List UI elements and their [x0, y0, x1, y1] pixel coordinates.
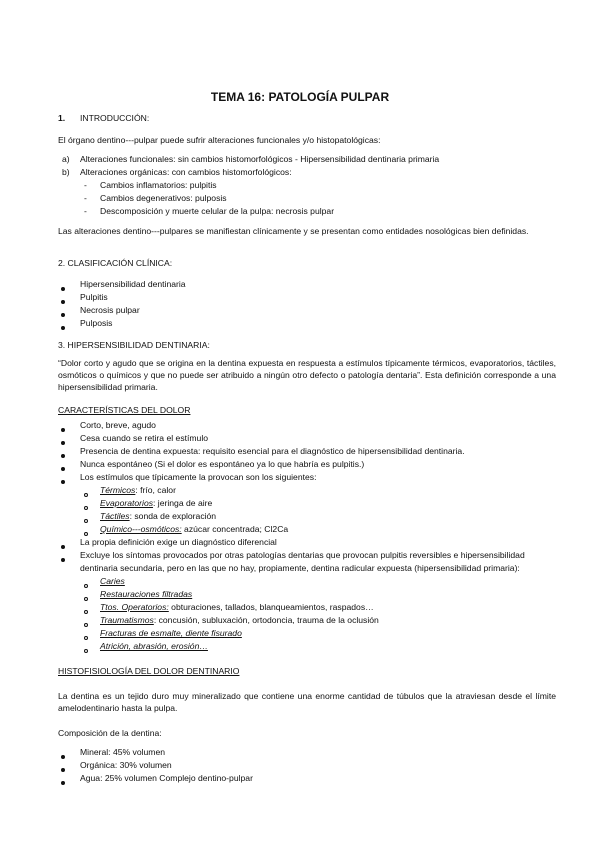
composition-heading: Composición de la dentina: [58, 728, 162, 738]
circle-bullet-icon [84, 631, 88, 643]
list-item: Alteraciones orgánicas: con cambios histomorfológicos: [80, 167, 292, 177]
list-item: Cambios inflamatorios: pulpitis [100, 180, 217, 190]
exclusion-label: Atrición, abrasión, erosión… [100, 641, 208, 651]
section-1-number: 1. [58, 113, 66, 123]
circle-bullet-icon [84, 514, 88, 526]
bullet-icon [61, 295, 65, 307]
list-item: Descomposición y muerte celular de la pulpa: necrosis pulpar [100, 206, 335, 216]
exclusion-label: Caries [100, 576, 125, 586]
list-item: Los estímulos que típicamente la provocan son los siguientes: [80, 472, 317, 482]
list-item [100, 627, 242, 639]
section-1-heading: INTRODUCCIÓN: [80, 113, 150, 123]
list-item-continuation: dentinaria secundaria, pero en las que no hay, propiamente, dentina radicular expuesta (hipersensibilidad primaria): [80, 563, 520, 573]
list-item: La propia definición exige un diagnóstico diferencial [80, 537, 277, 547]
list-item [100, 523, 288, 535]
circle-bullet-icon [84, 618, 88, 630]
list-item: Agua: 25% volumen Complejo dentino-pulpar [80, 773, 253, 783]
circle-bullet-icon [84, 579, 88, 591]
bullet-icon [61, 321, 65, 333]
bullet-icon [61, 750, 65, 762]
stimulus-detail: : jeringa de aire [153, 498, 213, 508]
list-item: Presencia de dentina expuesta: requisito esencial para el diagnóstico de hipersensibilidad dentinaria. [80, 446, 465, 456]
dash-bullet-icon: - [84, 206, 87, 216]
list-item [100, 497, 212, 509]
bullet-icon [61, 308, 65, 320]
list-item: Cesa cuando se retira el estímulo [80, 433, 209, 443]
circle-bullet-icon [84, 644, 88, 656]
list-item [100, 484, 176, 496]
stimulus-detail: azúcar concentrada; Cl2Ca [181, 524, 289, 534]
histophysiology-heading: HISTOFISIOLOGÍA DEL DOLOR DENTINARIO [58, 666, 240, 676]
exclusion-label: Ttos. Operatorios: [100, 602, 169, 612]
stimulus-label: Térmicos [100, 485, 136, 495]
paragraph: Las alteraciones dentino---pulpares se manifiestan clínicamente y se presentan como entidades nosológicas bien definidas. [58, 226, 529, 236]
stimulus-detail: : sonda de exploración [129, 511, 217, 521]
bullet-icon [61, 763, 65, 775]
section-3-heading: 3. HIPERSENSIBILIDAD DENTINARIA: [58, 340, 210, 350]
section-2-heading: 2. CLASIFICACIÓN CLÍNICA: [58, 258, 173, 268]
circle-bullet-icon [84, 501, 88, 513]
bullet-icon [61, 475, 65, 487]
list-item: Hipersensibilidad dentinaria [80, 279, 186, 289]
list-item: Nunca espontáneo (Si el dolor es espontáneo ya lo que habría es pulpitis.) [80, 459, 365, 469]
bullet-icon [61, 540, 65, 552]
exclusion-label: Fracturas de esmalte, diente fisurado [100, 628, 242, 638]
list-marker: a) [62, 154, 70, 164]
bullet-icon [61, 553, 65, 565]
list-item [100, 601, 374, 613]
list-item: Mineral: 45% volumen [80, 747, 166, 757]
section-1-intro: El órgano dentino---pulpar puede sufrir alteraciones funcionales y/o histopatológicas: [58, 135, 381, 145]
list-item [100, 575, 125, 587]
stimulus-label: Químico---osmóticos: [100, 524, 182, 534]
exclusion-detail: obturaciones, tallados, blanqueamientos, raspados… [168, 602, 374, 612]
circle-bullet-icon [84, 592, 88, 604]
list-item: Excluye los síntomas provocados por otras patologías dentarias que provocan pulpitis reversibles e hipersensibilidad [80, 550, 525, 560]
list-item [100, 510, 216, 522]
list-item: Pulpitis [80, 292, 108, 302]
bullet-icon [61, 776, 65, 788]
list-item: Necrosis pulpar [80, 305, 140, 315]
list-item: Orgánica: 30% volumen [80, 760, 172, 770]
stimulus-label: Táctiles [100, 511, 130, 521]
paragraph: La dentina es un tejido duro muy mineralizado que contiene una enorme cantidad de túbulos que la atraviesan desde el límite amelodentinario hasta la pulpa. [58, 691, 556, 713]
stimulus-detail: : frío, calor [135, 485, 176, 495]
definition-paragraph: “Dolor corto y agudo que se origina en la dentina expuesta en respuesta a estímulos típicamente térmicos, evaporatorios, táctiles, osmóticos o químicos y que no puede ser atribuido a ningún otro defecto o patología dentaria”. Esta definición corresponde a una hipersensibilidad primaria. [58, 358, 556, 392]
dash-bullet-icon: - [84, 193, 87, 203]
circle-bullet-icon [84, 488, 88, 500]
list-item: Alteraciones funcionales: sin cambios histomorfológicos - Hipersensibilidad dentinaria primaria [80, 154, 440, 164]
list-marker: b) [62, 167, 70, 177]
bullet-icon [61, 436, 65, 448]
list-item [100, 640, 208, 652]
list-item [100, 588, 192, 600]
exclusion-label: Restauraciones filtradas [100, 589, 193, 599]
dash-bullet-icon: - [84, 180, 87, 190]
bullet-icon [61, 449, 65, 461]
exclusion-detail: : concusión, subluxación, ortodoncia, trauma de la oclusión [153, 615, 379, 625]
bullet-icon [61, 423, 65, 435]
characteristics-heading: CARACTERÍSTICAS DEL DOLOR [58, 405, 191, 415]
list-item [100, 614, 379, 626]
exclusion-label: Traumatismos [100, 615, 154, 625]
bullet-icon [61, 282, 65, 294]
page-title: TEMA 16: PATOLOGÍA PULPAR [210, 90, 390, 104]
list-item: Corto, breve, agudo [80, 420, 156, 430]
bullet-icon [61, 462, 65, 474]
list-item: Cambios degenerativos: pulposis [100, 193, 227, 203]
stimulus-label: Evaporatorios [100, 498, 154, 508]
list-item: Pulposis [80, 318, 113, 328]
circle-bullet-icon [84, 605, 88, 617]
